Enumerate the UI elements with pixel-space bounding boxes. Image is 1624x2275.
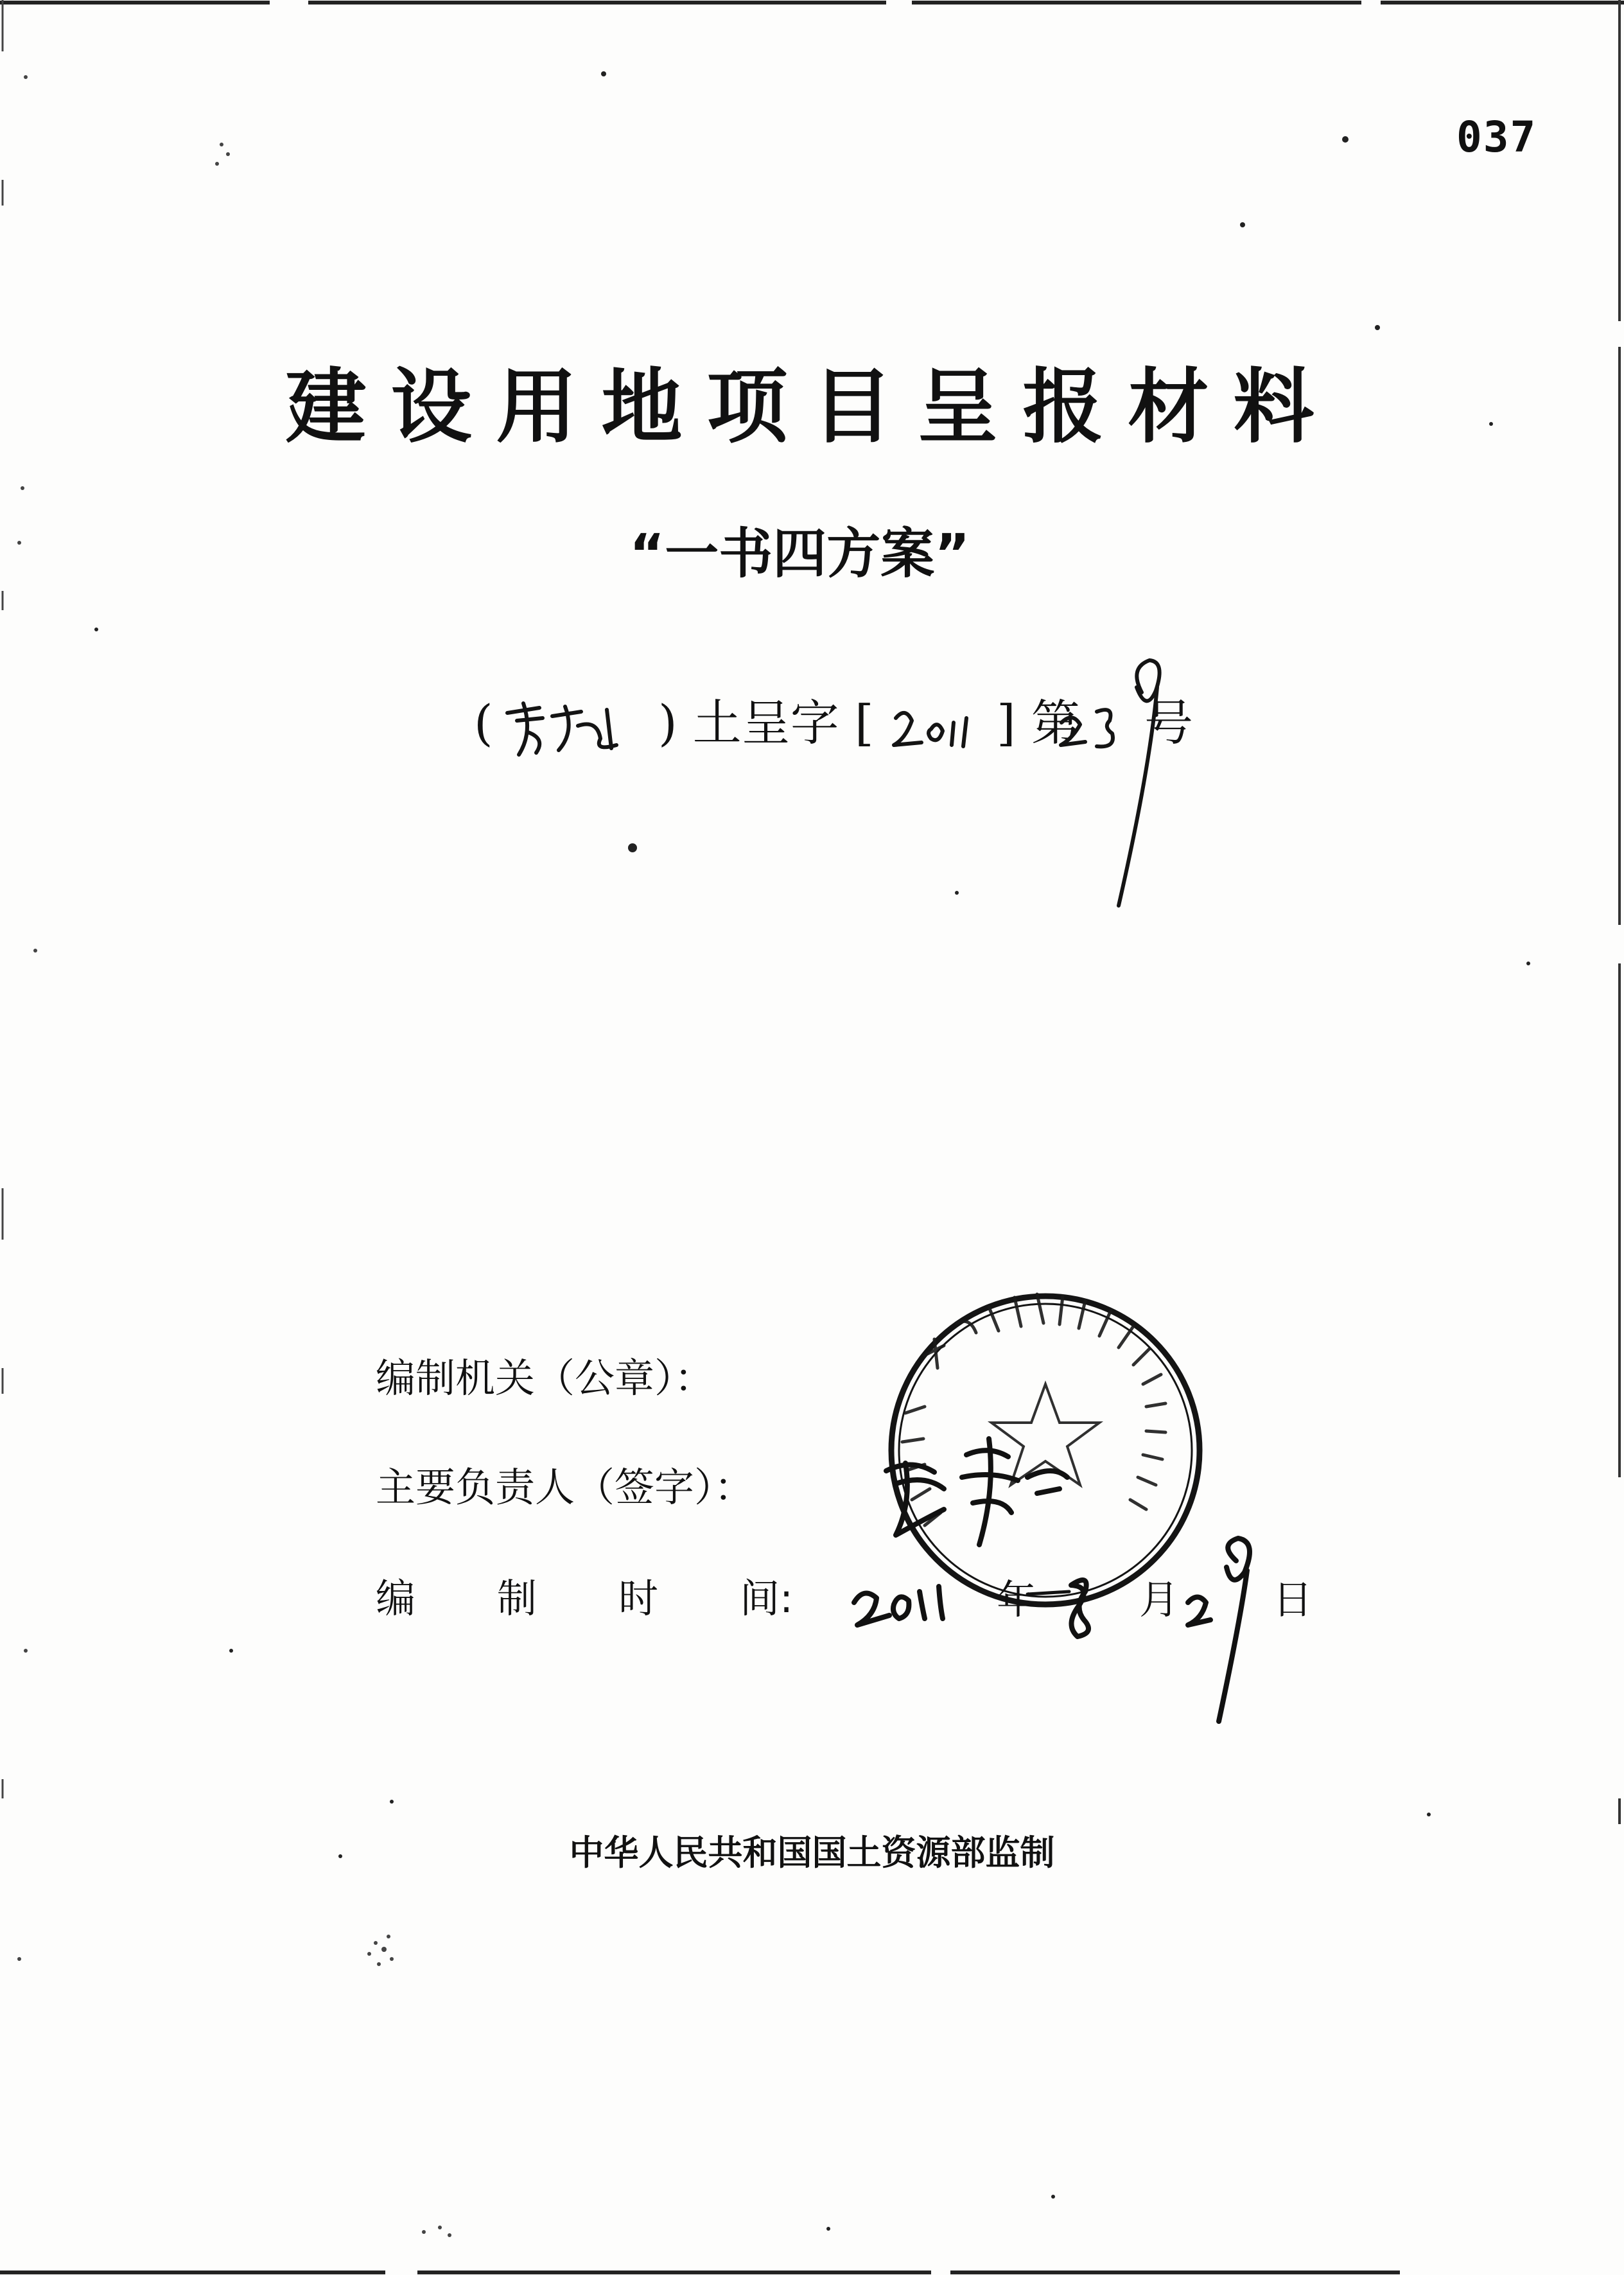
responsible-person-label: 主要负责人（签字）：	[376, 1464, 755, 1511]
handwritten-date	[854, 1538, 1250, 1721]
document-subtitle: “一书四方案”	[629, 522, 970, 585]
page-number: 037	[1456, 112, 1537, 162]
time-label-char: 时	[618, 1575, 659, 1622]
file-number-open-paren: (	[474, 694, 493, 751]
time-label-char: 制	[497, 1575, 537, 1622]
date-year-unit: 年	[997, 1576, 1037, 1623]
file-number-type: ) 土呈字 [	[658, 694, 874, 751]
supervisor-note: 中华人民共和国国土资源部监制	[569, 1832, 1055, 1873]
date-month-unit: 月	[1139, 1576, 1180, 1623]
compiler-org-label: 编制机关（公章）：	[376, 1355, 715, 1401]
file-number-close-bracket: ] 第	[997, 694, 1080, 751]
file-number-suffix: 号	[1144, 694, 1193, 751]
time-label-char: 编	[376, 1575, 416, 1622]
date-day-unit: 日	[1273, 1576, 1313, 1623]
document-title: 建设用地项目呈报材料	[285, 359, 1339, 454]
time-label-char: 间:	[740, 1575, 793, 1622]
